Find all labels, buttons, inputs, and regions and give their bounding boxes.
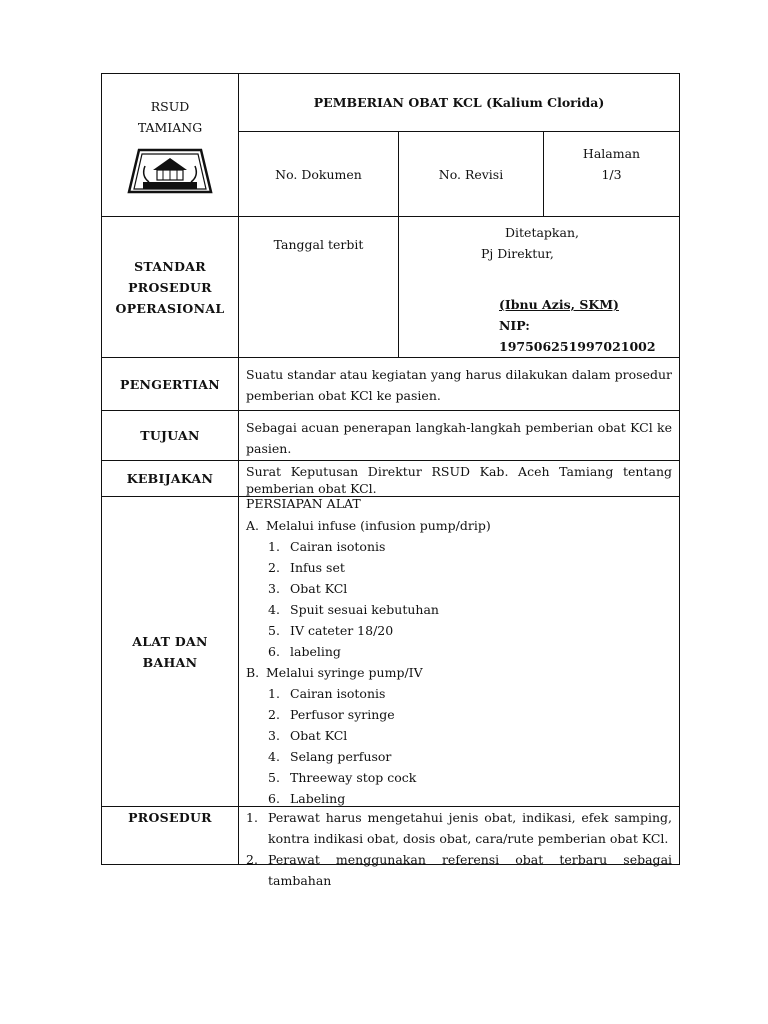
item-text: Cairan isotonis	[290, 539, 386, 554]
item-text: Infus set	[290, 560, 345, 575]
prosedur-label: PROSEDUR	[102, 807, 239, 865]
procedure-steps	[239, 807, 679, 888]
item-text: Selang perfusor	[290, 749, 392, 764]
equipment-group-title	[246, 662, 672, 683]
document-number-label: No. Dokumen	[275, 166, 362, 182]
pengertian-content	[239, 358, 680, 411]
kebijakan-label: KEBIJAKAN	[102, 461, 239, 497]
org-name-line2: TAMIANG	[137, 120, 203, 135]
item-text: Perfusor syringe	[290, 707, 395, 722]
signer-name: (Ibnu Azis, SKM)	[499, 297, 619, 312]
page-label: Halaman	[582, 146, 641, 161]
item-number: 5.	[268, 623, 280, 638]
equipment-item	[246, 767, 672, 788]
tujuan-content	[239, 411, 680, 461]
approval-cell	[399, 217, 680, 358]
approved-line2: Pj Direktur,	[481, 246, 554, 261]
group-title-text: Melalui syringe pump/IV	[266, 665, 423, 680]
item-number: 2.	[268, 560, 280, 575]
approved-line1: Ditetapkan,	[505, 225, 579, 240]
item-number: 3.	[268, 728, 280, 743]
procedure-step	[246, 807, 672, 849]
group-marker: B.	[246, 665, 260, 680]
item-text: labeling	[290, 644, 341, 659]
document-number-cell	[239, 132, 399, 217]
kebijakan-line2: pemberian obat KCl.	[246, 481, 377, 496]
equipment-item	[246, 746, 672, 767]
step-line1: Perawat harus mengetahui jenis obat, indikasi, efek samping,	[268, 810, 673, 825]
procedure-step	[246, 849, 672, 891]
page-number-cell	[544, 132, 680, 217]
equipment-item	[246, 620, 672, 641]
equipment-item	[246, 578, 672, 599]
sop-label: STANDAR PROSEDUR OPERASIONAL	[102, 217, 239, 358]
equipment-item	[246, 725, 672, 746]
sop-document	[101, 73, 679, 888]
pengertian-line2: pemberian obat KCl ke pasien.	[246, 388, 441, 403]
issue-date-label: Tanggal terbit	[273, 237, 364, 252]
hospital-logo-icon	[102, 144, 238, 194]
equipment-item	[246, 683, 672, 704]
item-text: Cairan isotonis	[290, 686, 386, 701]
revision-number-cell	[399, 132, 544, 217]
hospital-identity	[102, 74, 239, 217]
signer-nip: NIP: 197506251997021002	[499, 318, 656, 354]
sop-table	[101, 73, 680, 888]
item-number: 2.	[268, 707, 280, 722]
org-name-line1: RSUD	[150, 99, 190, 114]
tujuan-line1: Sebagai acuan penerapan langkah-langkah pemberian obat KCl ke	[246, 420, 673, 435]
kebijakan-line1: Surat Keputusan Direktur RSUD Kab. Aceh Tamiang tentang	[246, 464, 673, 479]
pengertian-line1: Suatu standar atau kegiatan yang harus dilakukan dalam prosedur	[246, 367, 673, 382]
tujuan-line2: pasien.	[246, 441, 292, 456]
item-number: 4.	[268, 602, 280, 617]
pengertian-label: PENGERTIAN	[102, 358, 239, 411]
persiapan-alat-heading: PERSIAPAN ALAT	[246, 496, 361, 511]
group-title-text: Melalui infuse (infusion pump/drip)	[266, 518, 491, 533]
item-text: Threeway stop cock	[290, 770, 417, 785]
alat-bahan-content	[239, 497, 680, 807]
prosedur-content	[239, 807, 680, 888]
item-number: 1.	[268, 539, 280, 554]
revision-number-label: No. Revisi	[438, 166, 504, 182]
page-value: 1/3	[601, 167, 622, 182]
alat-bahan-label: ALAT DAN BAHAN	[102, 497, 239, 807]
group-marker: A.	[246, 518, 260, 533]
equipment-item	[246, 536, 672, 557]
item-number: 5.	[268, 770, 280, 785]
item-number: 6.	[268, 791, 280, 806]
equipment-groups	[246, 515, 672, 809]
item-text: Labeling	[290, 791, 346, 806]
equipment-item	[246, 641, 672, 662]
issue-date-cell	[239, 217, 399, 358]
kebijakan-content	[239, 461, 680, 497]
item-text: Spuit sesuai kebutuhan	[290, 602, 439, 617]
document-title: PEMBERIAN OBAT KCL (Kalium Clorida)	[239, 74, 680, 132]
item-text: IV cateter 18/20	[290, 623, 394, 638]
step-number: 2.	[246, 852, 258, 867]
item-text: Obat KCl	[290, 728, 348, 743]
item-number: 3.	[268, 581, 280, 596]
tujuan-label: TUJUAN	[102, 411, 239, 461]
equipment-item	[246, 599, 672, 620]
equipment-group-title	[246, 515, 672, 536]
item-text: Obat KCl	[290, 581, 348, 596]
step-line2: kontra indikasi obat, dosis obat, cara/rute pemberian obat KCl.	[268, 831, 669, 846]
item-number: 1.	[268, 686, 280, 701]
item-number: 4.	[268, 749, 280, 764]
step-number: 1.	[246, 810, 258, 825]
equipment-item	[246, 704, 672, 725]
step-line1: Perawat menggunakan referensi obat terbaru sebagai tambahan	[268, 852, 673, 888]
equipment-item	[246, 557, 672, 578]
item-number: 6.	[268, 644, 280, 659]
